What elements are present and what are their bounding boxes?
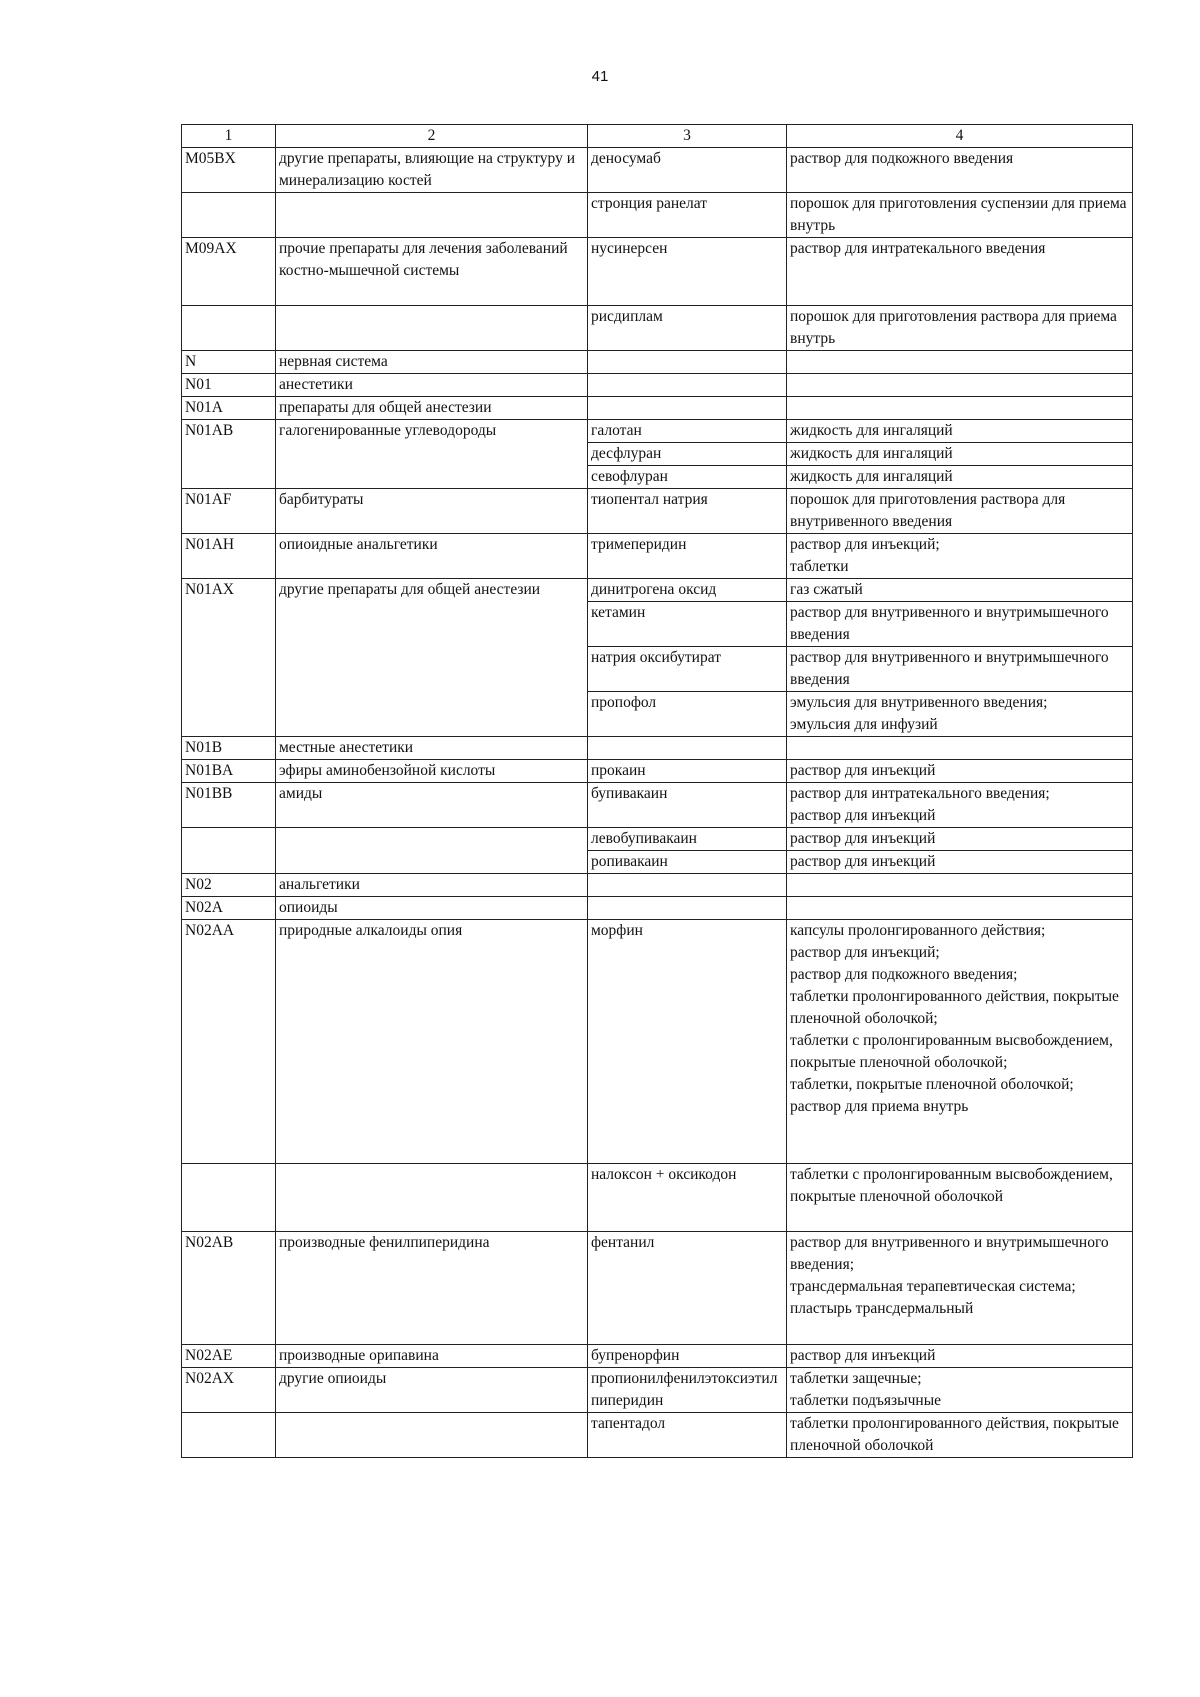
dosage-form-cell: таблетки защечные; таблетки подъязычные [787,1368,1133,1413]
atc-code-cell: N02AB [182,1232,276,1345]
drug-cell [588,397,787,420]
drug-cell: фентанил [588,1232,787,1345]
group-cell: другие препараты, влияющие на структуру и минерализацию костей [276,148,588,193]
atc-code-cell: N01AF [182,489,276,534]
drug-cell: динитрогена оксид [588,579,787,602]
table-row [182,897,1133,920]
table-row [182,306,1133,351]
table-row [182,193,1133,238]
drug-cell: галотан [588,420,787,443]
dosage-form-cell: раствор для инъекций [787,851,1133,874]
dosage-form-cell: жидкость для ингаляций [787,420,1133,443]
drug-cell: стронция ранелат [588,193,787,238]
drug-cell: морфин [588,920,787,1164]
table-row [182,874,1133,897]
table-row [182,1368,1133,1413]
dosage-form-cell: раствор для интратекального введения; раствор для инъекций [787,783,1133,828]
dosage-form-cell: раствор для инъекций; таблетки [787,534,1133,579]
group-cell [276,193,588,238]
atc-code-cell [182,193,276,238]
atc-code-cell: M05BX [182,148,276,193]
group-cell: опиоиды [276,897,588,920]
table-row [182,760,1133,783]
drug-cell: пропионилфенилэтоксиэтилпиперидин [588,1368,787,1413]
dosage-form-cell: жидкость для ингаляций [787,443,1133,466]
table-row [182,579,1133,602]
atc-code-cell: N01 [182,374,276,397]
table-row [182,783,1133,828]
group-cell: прочие препараты для лечения заболеваний костно-мышечной системы [276,238,588,306]
table-row [182,489,1133,534]
dosage-form-cell [787,737,1133,760]
table-row [182,828,1133,851]
group-cell: другие препараты для общей анестезии [276,579,588,737]
atc-code-cell: N02 [182,874,276,897]
dosage-form-cell: раствор для интратекального введения [787,238,1133,306]
drug-cell: тапентадол [588,1413,787,1458]
dosage-form-cell: эмульсия для внутривенного введения; эмульсия для инфузий [787,692,1133,737]
table-header-row [182,125,1133,148]
header-cell-4: 4 [787,125,1133,148]
table-row [182,1413,1133,1458]
dosage-form-cell: порошок для приготовления суспензии для приема внутрь [787,193,1133,238]
drug-cell: пропофол [588,692,787,737]
dosage-form-cell: раствор для инъекций [787,828,1133,851]
drug-cell: натрия оксибутират [588,647,787,692]
drug-table [181,124,1133,1458]
dosage-form-cell: раствор для инъекций [787,760,1133,783]
drug-cell: тримеперидин [588,534,787,579]
drug-cell: кетамин [588,602,787,647]
table-row [182,534,1133,579]
table-row [182,420,1133,443]
dosage-form-cell [787,351,1133,374]
dosage-form-cell: порошок для приготовления раствора для приема внутрь [787,306,1133,351]
dosage-form-cell: раствор для подкожного введения [787,148,1133,193]
group-cell: барбитураты [276,489,588,534]
group-cell [276,1413,588,1458]
table-row [182,737,1133,760]
drug-cell: ропивакаин [588,851,787,874]
group-cell: опиоидные анальгетики [276,534,588,579]
dosage-form-cell: раствор для внутривенного и внутримышечного введения [787,602,1133,647]
atc-code-cell: N01BA [182,760,276,783]
group-cell: производные фенилпиперидина [276,1232,588,1345]
atc-code-cell: N02AE [182,1345,276,1368]
dosage-form-cell: раствор для внутривенного и внутримышечного введения; трансдермальная терапевтическая система; пластырь трансдермальный [787,1232,1133,1345]
group-cell: местные анестетики [276,737,588,760]
atc-code-cell: N01A [182,397,276,420]
dosage-form-cell: порошок для приготовления раствора для внутривенного введения [787,489,1133,534]
dosage-form-cell [787,397,1133,420]
drug-cell: прокаин [588,760,787,783]
dosage-form-cell: раствор для инъекций [787,1345,1133,1368]
group-cell: анестетики [276,374,588,397]
drug-cell: бупивакаин [588,783,787,828]
drug-cell: бупренорфин [588,1345,787,1368]
drug-cell [588,351,787,374]
group-cell: препараты для общей анестезии [276,397,588,420]
group-cell: другие опиоиды [276,1368,588,1413]
drug-cell: левобупивакаин [588,828,787,851]
dosage-form-cell: таблетки пролонгированного действия, покрытые пленочной оболочкой [787,1413,1133,1458]
drug-cell [588,874,787,897]
dosage-form-cell [787,874,1133,897]
group-cell [276,1164,588,1232]
group-cell: эфиры аминобензойной кислоты [276,760,588,783]
header-cell-3: 3 [588,125,787,148]
drug-cell [588,374,787,397]
atc-code-cell [182,828,276,874]
dosage-form-cell: жидкость для ингаляций [787,466,1133,489]
drug-cell: рисдиплам [588,306,787,351]
atc-code-cell [182,1413,276,1458]
atc-code-cell: N01AX [182,579,276,737]
header-cell-2: 2 [276,125,588,148]
table-row [182,148,1133,193]
drug-cell: тиопентал натрия [588,489,787,534]
group-cell: галогенированные углеводороды [276,420,588,489]
atc-code-cell: N01AB [182,420,276,489]
group-cell: производные орипавина [276,1345,588,1368]
atc-code-cell [182,306,276,351]
atc-code-cell: M09AX [182,238,276,306]
table-row [182,1232,1133,1345]
dosage-form-cell: таблетки с пролонгированным высвобождением, покрытые пленочной оболочкой [787,1164,1133,1232]
group-cell: природные алкалоиды опия [276,920,588,1164]
table-row [182,351,1133,374]
drug-cell: деносумаб [588,148,787,193]
atc-code-cell: N01AH [182,534,276,579]
dosage-form-cell [787,897,1133,920]
atc-code-cell: N02A [182,897,276,920]
page-number: 41 [591,68,609,85]
drug-cell: севофлуран [588,466,787,489]
atc-code-cell: N02AX [182,1368,276,1413]
table-row [182,397,1133,420]
group-cell: нервная система [276,351,588,374]
atc-code-cell [182,1164,276,1232]
header-cell-1: 1 [182,125,276,148]
atc-code-cell: N01BB [182,783,276,828]
dosage-form-cell: капсулы пролонгированного действия; раствор для инъекций; раствор для подкожного введения; таблетки пролонгированного действия, покрытые пленочной оболочкой; таблетки с пролонгированным высвобождением, покрытые пленочной оболочкой; таблетки, покрытые пленочной оболочкой; раствор для приема внутрь [787,920,1133,1164]
drug-cell: нусинерсен [588,238,787,306]
dosage-form-cell: газ сжатый [787,579,1133,602]
table-row [182,238,1133,306]
dosage-form-cell: раствор для внутривенного и внутримышечного введения [787,647,1133,692]
group-cell [276,828,588,874]
drug-cell: налоксон + оксикодон [588,1164,787,1232]
group-cell: анальгетики [276,874,588,897]
group-cell: амиды [276,783,588,828]
drug-cell [588,897,787,920]
drug-cell: десфлуран [588,443,787,466]
atc-code-cell: N02AA [182,920,276,1164]
table-row [182,1164,1133,1232]
drug-cell [588,737,787,760]
dosage-form-cell [787,374,1133,397]
atc-code-cell: N [182,351,276,374]
atc-code-cell: N01B [182,737,276,760]
table-row [182,374,1133,397]
table-row [182,920,1133,1164]
group-cell [276,306,588,351]
table-row [182,1345,1133,1368]
